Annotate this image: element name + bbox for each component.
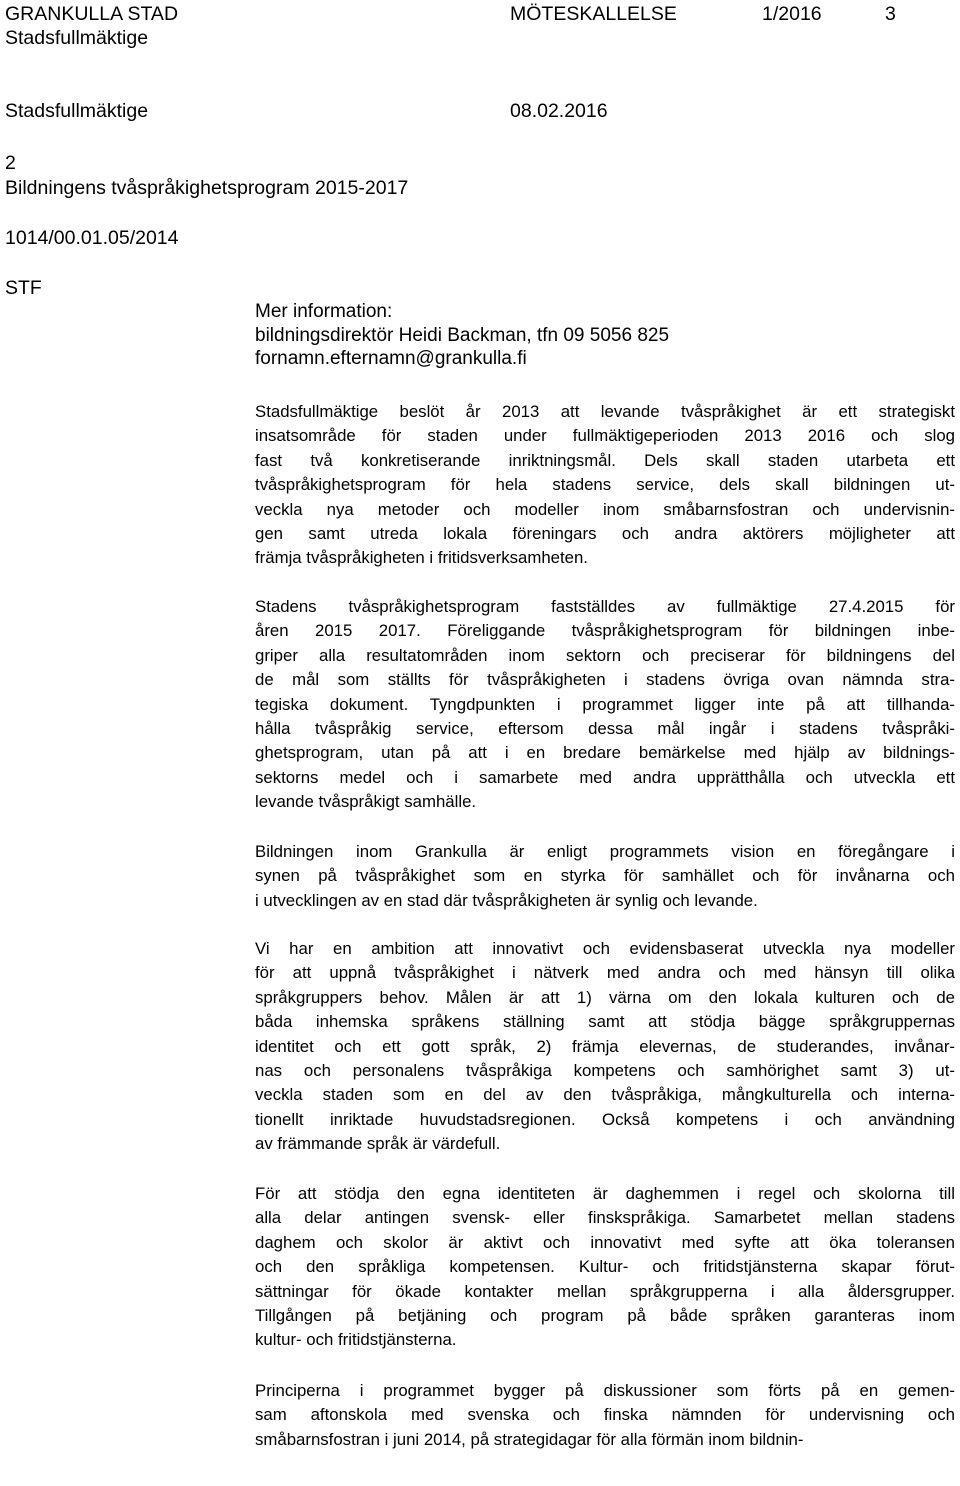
text-line: synen på tvåspråkighet som en styrka för samhället och för invånarna och bbox=[255, 866, 955, 886]
text-line: sam aftonskola med svenska och finska nämnden för undervisning och bbox=[255, 1405, 955, 1425]
text-line: nas och personalens tvåspråkiga kompetens och samhörighet samt 3) ut- bbox=[255, 1061, 955, 1081]
text-line: insatsområde för staden under fullmäktigeperioden 2013 2016 och slog bbox=[255, 426, 955, 446]
issue-number: 1/2016 bbox=[762, 3, 822, 25]
text-line: För att stödja den egna identiteten är daghemmen i regel och skolorna till bbox=[255, 1184, 955, 1203]
paragraph-2 bbox=[255, 595, 955, 815]
document-type: MÖTESKALLELSE bbox=[510, 3, 677, 25]
text-line: tegiska dokument. Tyngdpunkten i programmet ligger inte på att tillhanda- bbox=[255, 694, 955, 714]
text-line: identitet och ett gott språk, 2) främja elevernas, de studerandes, invånar- bbox=[255, 1036, 955, 1056]
text-line: de mål som ställts för tvåspråkigheten i stadens övriga ovan nämnda stra- bbox=[255, 670, 955, 690]
contact-label: Mer information: bbox=[255, 301, 393, 322]
text-line: tionellt inriktade huvudstadsregionen. Också kompetens i och användning bbox=[255, 1109, 955, 1129]
text-line: hålla tvåspråkig service, eftersom dessa mål ingår i stadens tvåspråki- bbox=[255, 719, 955, 739]
text-line: i utvecklingen av en stad där tvåspråkigheten är synlig och levande. bbox=[255, 890, 758, 910]
text-line: av främmande språk är värdefull. bbox=[255, 1134, 501, 1154]
text-line: veckla nya metoder och modeller inom småbarnsfostran och undervisnin- bbox=[255, 499, 955, 519]
paragraph-3 bbox=[255, 840, 955, 913]
item-number: 2 bbox=[5, 152, 16, 174]
text-line: småbarnsfostran i juni 2014, på strategidagar för alla förmän inom bildnin- bbox=[255, 1429, 804, 1449]
text-line: tvåspråkighetsprogram för hela stadens service, dels skall bildningen ut- bbox=[255, 475, 955, 495]
text-line: ghetsprogram, utan på att i en bredare bemärkelse med hjälp av bildnings- bbox=[255, 743, 955, 763]
paragraph-4 bbox=[255, 937, 955, 1157]
text-line: gen samt utreda lokala föreningars och andra aktörers möjligheter att bbox=[255, 524, 955, 544]
text-line: veckla staden som en del av den tvåspråkiga, mångkulturella och interna- bbox=[255, 1085, 955, 1105]
org-name: GRANKULLA STAD bbox=[5, 3, 179, 25]
text-line: Bildningen inom Grankulla är enligt programmets vision en föregångare i bbox=[255, 842, 955, 861]
item-reference: 1014/00.01.05/2014 bbox=[5, 227, 179, 249]
text-line: främja tvåspråkigheten i fritidsverksamheten. bbox=[255, 548, 588, 568]
text-line: båda inhemska språkens ställning samt att stödja bägge språkgruppernas bbox=[255, 1012, 955, 1032]
text-line: åren 2015 2017. Föreliggande tvåspråkighetsprogram för bildningen inbe- bbox=[255, 621, 955, 641]
page-number: 3 bbox=[885, 3, 896, 25]
text-line: för att uppnå tvåspråkighet i nätverk med andra och med hänsyn till olika bbox=[255, 963, 955, 983]
text-line: sektorns medel och i samarbete med andra upprätthålla och utveckla ett bbox=[255, 767, 955, 787]
paragraph-1 bbox=[255, 400, 955, 571]
contact-person: bildningsdirektör Heidi Backman, tfn 09 5056 825 bbox=[255, 324, 670, 346]
item-title: Bildningens tvåspråkighetsprogram 2015-2017 bbox=[5, 177, 409, 199]
text-line: Stadsfullmäktige beslöt år 2013 att levande tvåspråkighet är ett strategiskt bbox=[255, 402, 955, 421]
header-body: Stadsfullmäktige bbox=[5, 27, 149, 49]
text-line: språkgruppers behov. Målen är att 1) värna om den lokala kulturen och de bbox=[255, 987, 955, 1007]
paragraph-6 bbox=[255, 1379, 955, 1452]
meeting-body: Stadsfullmäktige bbox=[5, 100, 149, 122]
text-line: griper alla resultatområden inom sektorn och preciserar för bildningens del bbox=[255, 645, 955, 665]
text-line: och den språkliga kompetensen. Kultur- och fritidstjänsterna skapar förut- bbox=[255, 1257, 955, 1277]
paragraph-5 bbox=[255, 1182, 955, 1353]
text-line: alla delar antingen svensk- eller finskspråkiga. Samarbetet mellan stadens bbox=[255, 1208, 955, 1228]
contact-block bbox=[255, 300, 669, 371]
text-line: levande tvåspråkigt samhälle. bbox=[255, 792, 477, 812]
text-line: sättningar för ökade kontakter mellan språkgrupperna i alla åldersgrupper. bbox=[255, 1281, 955, 1301]
text-line: Vi har en ambition att innovativt och evidensbaserat utveckla nya modeller bbox=[255, 939, 955, 958]
text-line: Tillgången på betjäning och program på både språken garanteras inom bbox=[255, 1306, 955, 1326]
contact-email: fornamn.efternamn@grankulla.fi bbox=[255, 348, 527, 369]
text-line: kultur- och fritidstjänsterna. bbox=[255, 1330, 457, 1350]
text-line: Principerna i programmet bygger på diskussioner som förts på en gemen- bbox=[255, 1381, 955, 1400]
text-line: fast två konkretiserande inriktningsmål. Dels skall staden utarbeta ett bbox=[255, 450, 955, 470]
text-line: Stadens tvåspråkighetsprogram fastställdes av fullmäktige 27.4.2015 för bbox=[255, 597, 955, 616]
meeting-date: 08.02.2016 bbox=[510, 100, 608, 122]
text-line: daghem och skolor är aktivt och innovativt med syfte att öka toleransen bbox=[255, 1232, 955, 1252]
org-code: STF bbox=[5, 277, 42, 299]
